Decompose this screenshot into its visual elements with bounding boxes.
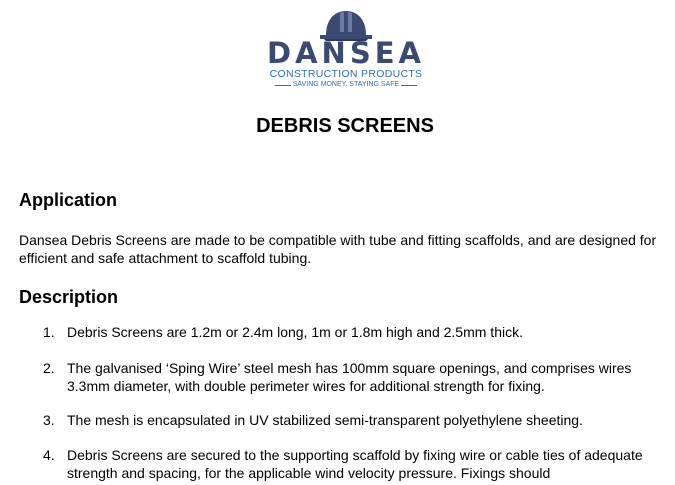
application-text: Dansea Debris Screens are made to be compatible with tube and fitting scaffolds, and are designed for efficient and safe attachment to scaffold tubing.	[19, 232, 657, 266]
logo-tagline-row	[266, 80, 426, 90]
logo-subtitle: CONSTRUCTION PRODUCTS	[269, 68, 423, 80]
company-logo	[266, 8, 426, 88]
page-title: DEBRIS SCREENS	[256, 115, 434, 137]
description-heading: Description	[19, 287, 119, 307]
list-item-number: 2.	[43, 360, 55, 376]
list-item-text: The mesh is encapsulated in UV stabilized semi-transparent polyethylene sheeting.	[67, 412, 583, 428]
logo-name: DANSEA	[267, 36, 425, 70]
application-heading: Application	[19, 190, 117, 210]
divider	[401, 85, 417, 86]
list-item	[43, 446, 668, 482]
list-item	[43, 359, 668, 395]
list-item-number: 3.	[43, 412, 55, 428]
list-item-text: Debris Screens are secured to the supporting scaffold by fixing wire or cable ties of adequate strength and spacing, for the applicable wind velocity pressure. Fixings should	[67, 447, 643, 481]
divider	[275, 85, 291, 86]
list-item-number: 1.	[43, 324, 55, 340]
list-item-number: 4.	[43, 447, 55, 463]
logo-tagline: SAVING MONEY. STAYING SAFE	[292, 81, 400, 88]
list-item-text: Debris Screens are 1.2m or 2.4m long, 1m or 1.8m high and 2.5mm thick.	[67, 324, 523, 340]
list-item	[43, 323, 668, 341]
list-item-text: The galvanised ‘Sping Wire’ steel mesh has 100mm square openings, and comprises wires 3.3mm diameter, with double perimeter wires for additional strength for fixing.	[67, 360, 632, 394]
list-item	[43, 411, 668, 429]
